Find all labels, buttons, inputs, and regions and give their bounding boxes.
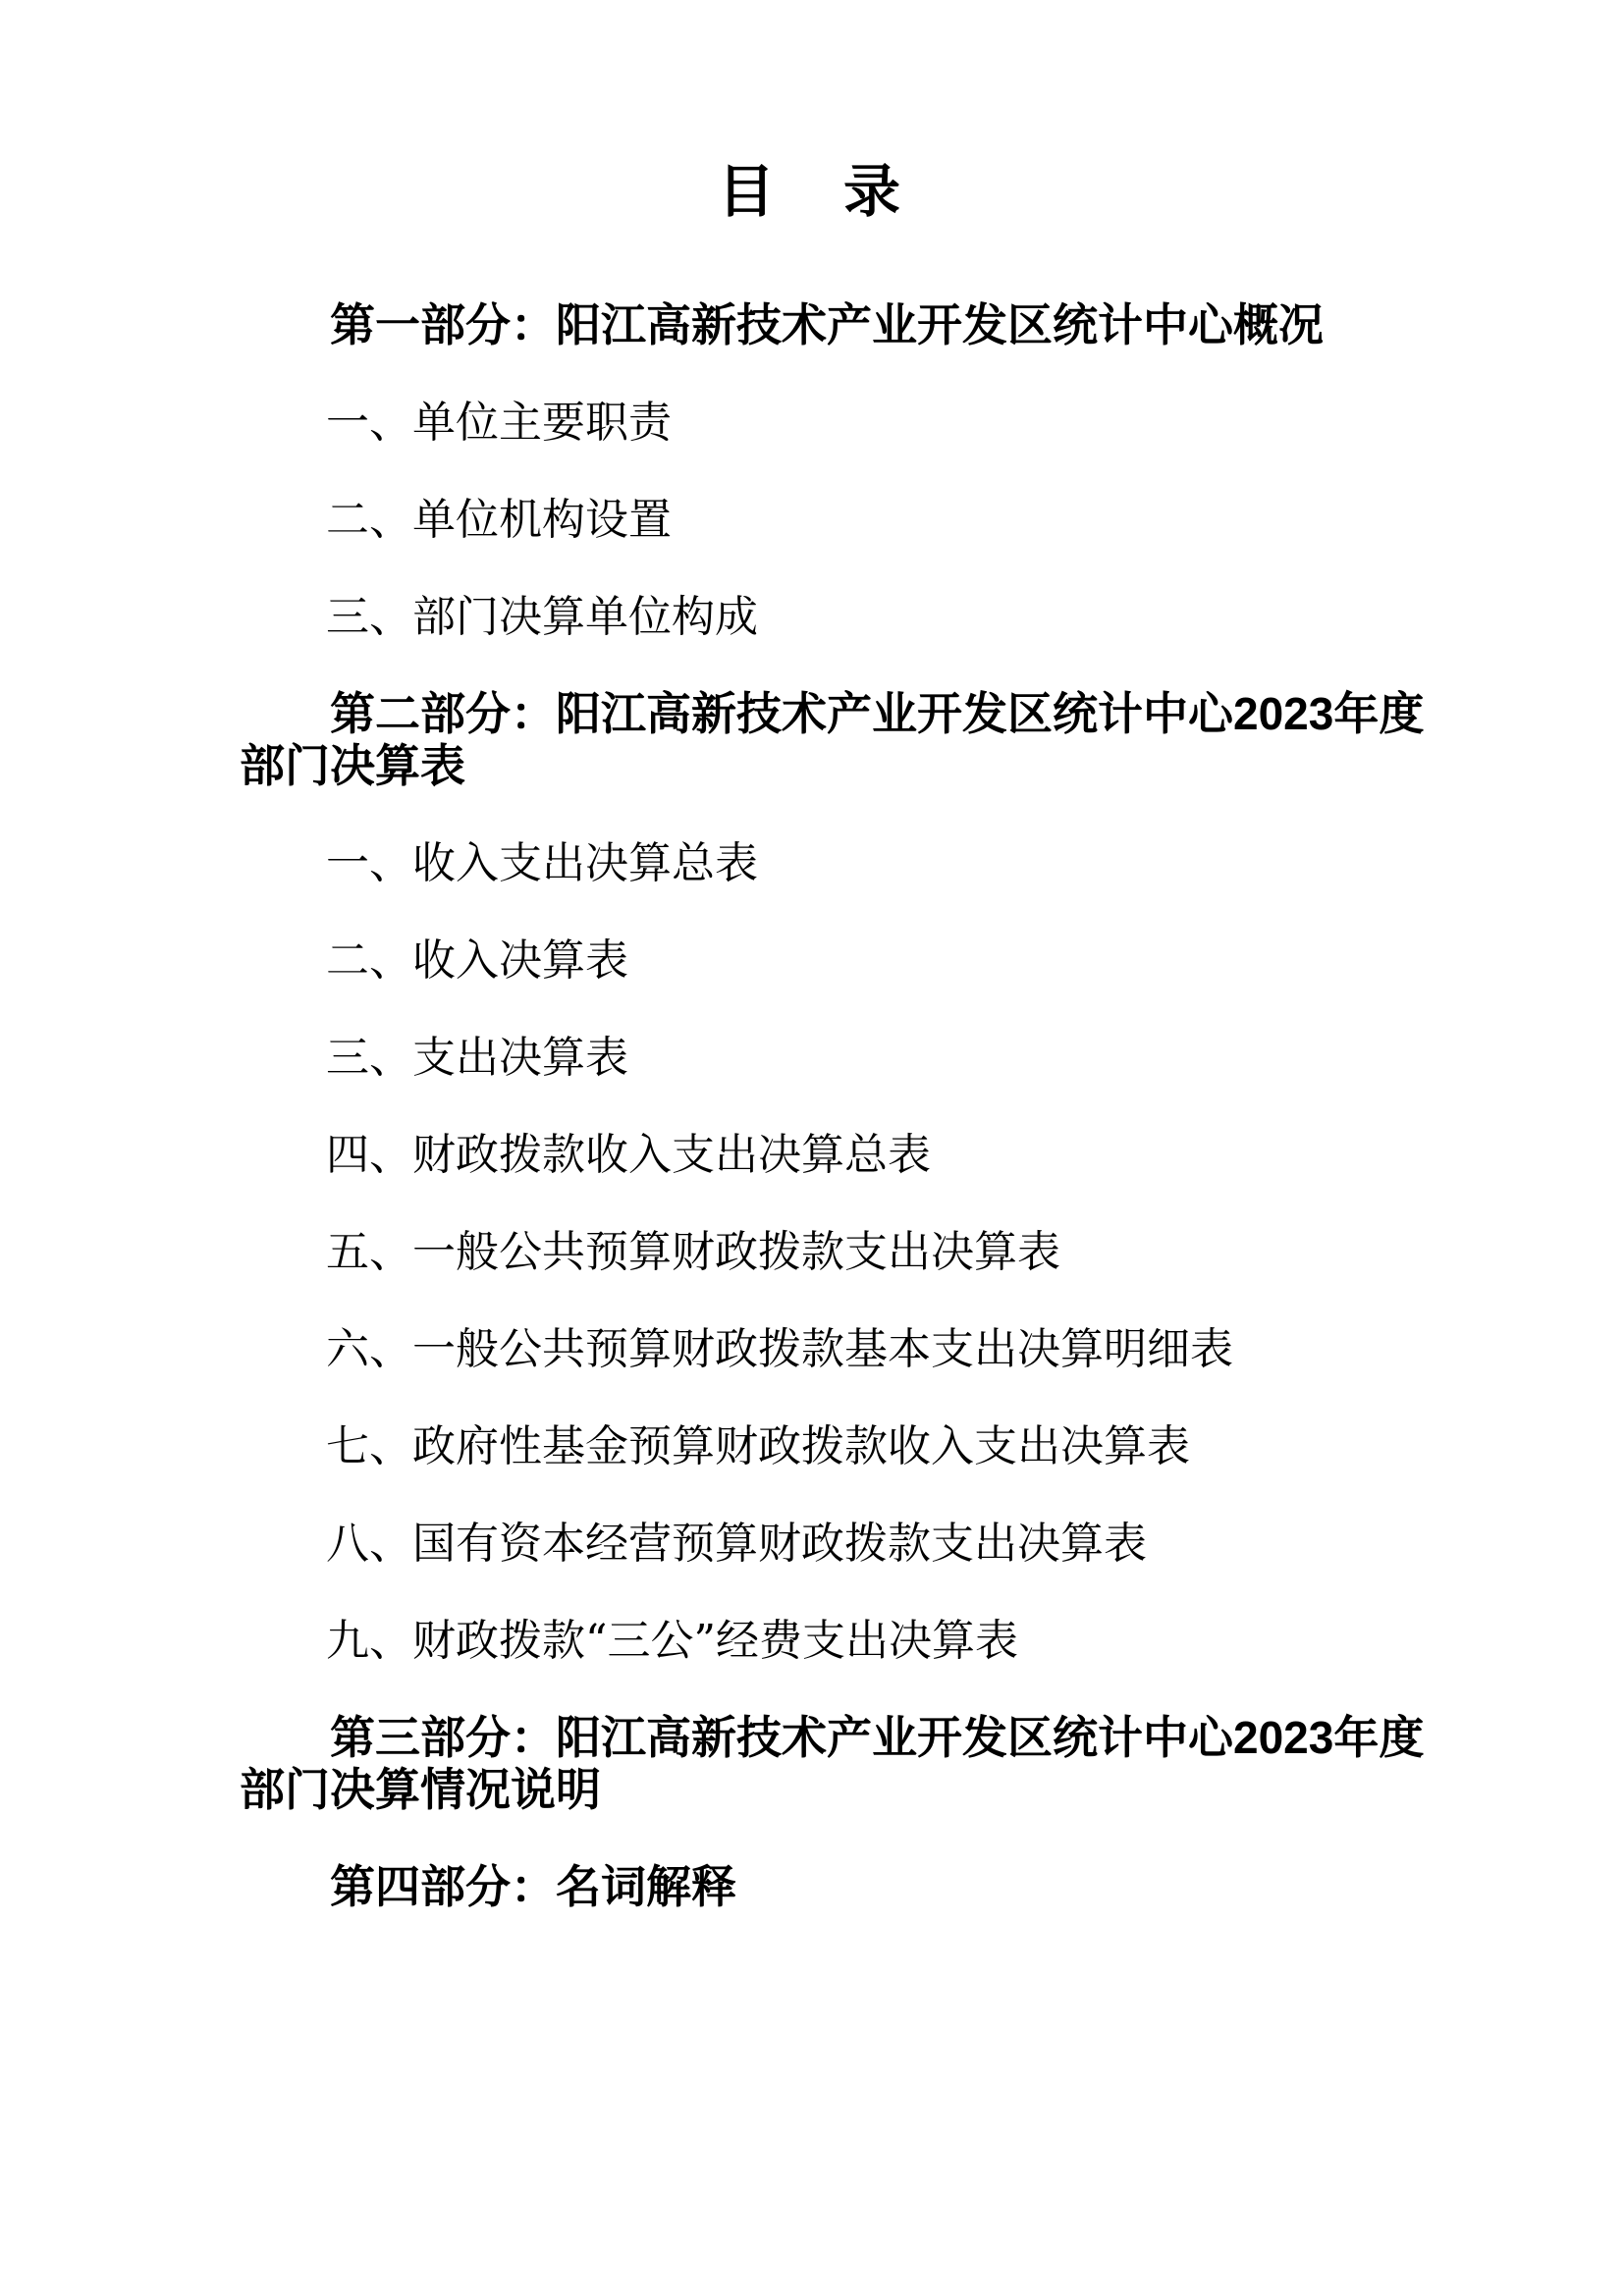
toc-text-line: 九、财政拨款“三公”经费支出决算表 <box>326 1616 1018 1666</box>
toc-item <box>240 1518 1384 1570</box>
toc-text-line: 第二部分：阳江高新技术产业开发区统计中心2023年度 <box>330 688 1425 739</box>
toc-item <box>240 1323 1384 1375</box>
toc-text-line: 八、国有资本经营预算财政拨款支出决算表 <box>326 1519 1147 1569</box>
toc-item <box>240 494 1384 546</box>
toc-text-line: 一、收入支出决算总表 <box>326 838 758 888</box>
toc-list <box>240 299 1425 1913</box>
toc-text-line: 七、政府性基金预算财政拨款收入支出决算表 <box>326 1421 1190 1471</box>
toc-text-line: 四、财政拨款收入支出决算总表 <box>326 1130 931 1180</box>
toc-item <box>240 397 1384 449</box>
toc-part-heading <box>240 1712 1425 1816</box>
toc-item <box>240 1129 1384 1181</box>
toc-item <box>240 1032 1384 1084</box>
toc-text-line: 第三部分：阳江高新技术产业开发区统计中心2023年度 <box>330 1712 1425 1763</box>
toc-part-heading <box>240 688 1425 792</box>
toc-item <box>240 1226 1384 1278</box>
toc-item <box>240 1420 1384 1472</box>
toc-text-line: 第四部分：名词解释 <box>330 1861 736 1912</box>
toc-part-heading <box>240 1861 1384 1913</box>
toc-item <box>240 1615 1384 1667</box>
toc-text-line: 部门决算表 <box>240 740 465 791</box>
toc-text-line: 五、一般公共预算财政拨款支出决算表 <box>326 1227 1060 1277</box>
toc-item <box>240 837 1384 889</box>
toc-text-line: 三、支出决算表 <box>326 1033 628 1083</box>
toc-text-line: 部门决算情况说明 <box>240 1764 601 1815</box>
toc-text-line: 三、部门决算单位构成 <box>326 592 758 642</box>
toc-part-heading <box>240 299 1384 351</box>
toc-text-line: 一、单位主要职责 <box>326 398 672 448</box>
page-title: 目 录 <box>717 158 906 225</box>
toc-text-line: 二、单位机构设置 <box>326 495 672 545</box>
toc-text-line: 六、一般公共预算财政拨款基本支出决算明细表 <box>326 1324 1233 1374</box>
toc-item <box>240 591 1384 643</box>
toc-text-line: 二、收入决算表 <box>326 935 628 986</box>
toc-text-line: 第一部分：阳江高新技术产业开发区统计中心概况 <box>330 299 1324 350</box>
toc-item <box>240 934 1384 987</box>
